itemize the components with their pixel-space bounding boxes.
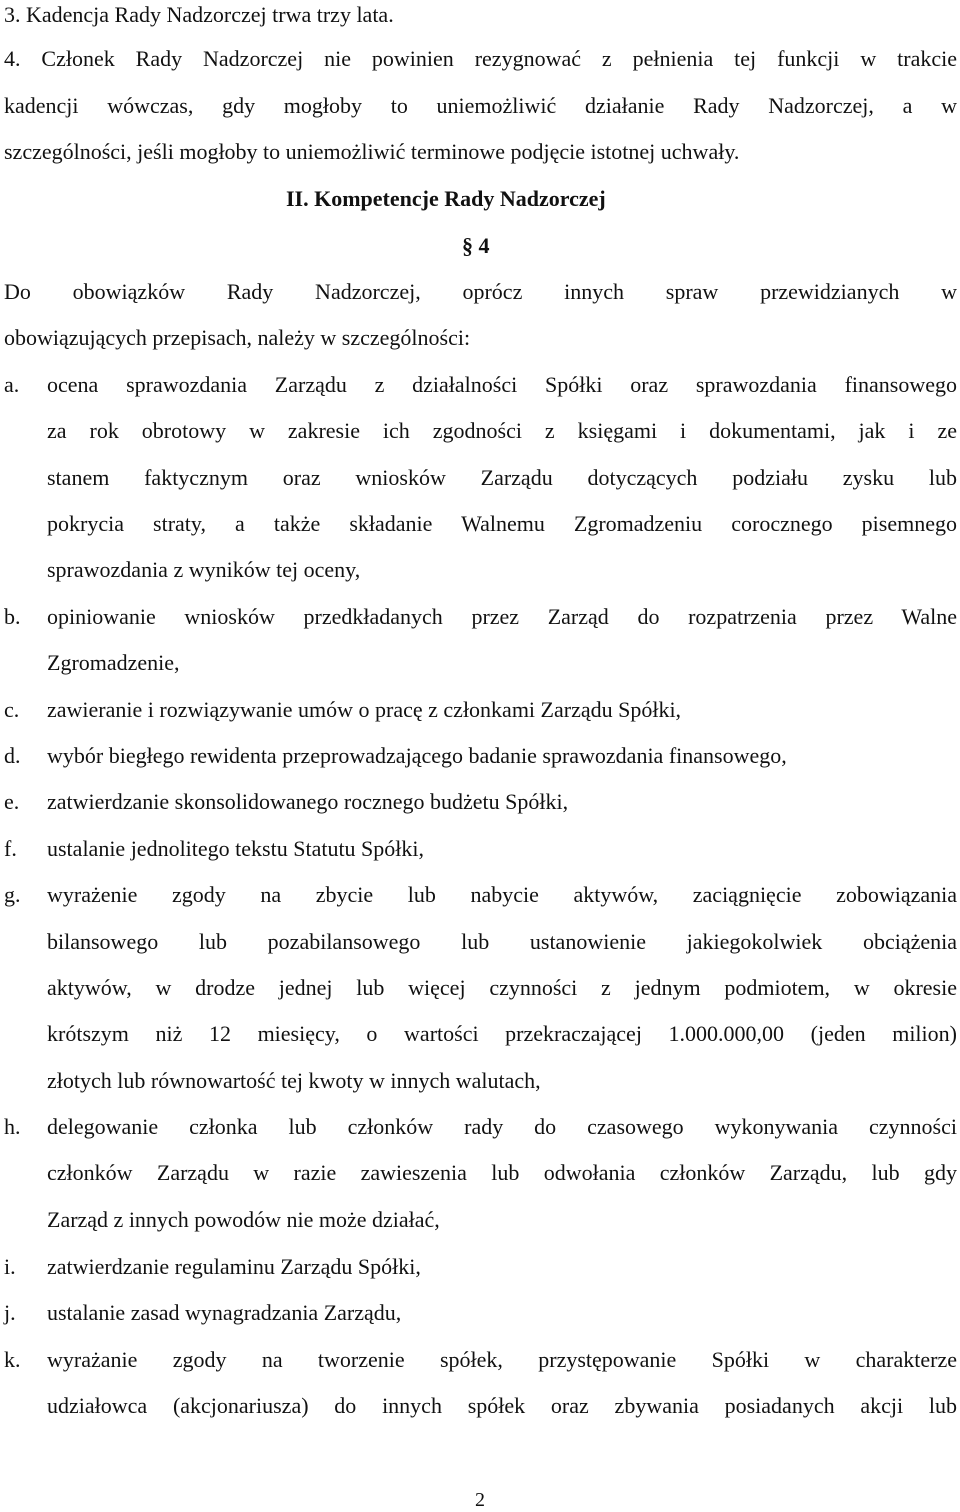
list-item-line: zawieranie i rozwiązywanie umów o pracę z członkami Zarządu Spółki, xyxy=(47,697,682,722)
list-item-line: ustalanie jednolitego tekstu Statutu Spółki, xyxy=(47,836,425,861)
list-item-letter: h. xyxy=(4,1114,21,1139)
list-item-line: za rok obrotowy w zakresie ich zgodności z księgami i dokumentami, jak i ze xyxy=(47,418,957,443)
clause-4-line-2: kadencji wówczas, gdy mogłoby to uniemożliwić działanie Rady Nadzorczej, a w xyxy=(4,93,957,118)
lead-line-2: obowiązujących przepisach, należy w szczególności: xyxy=(4,325,471,350)
list-item-letter: k. xyxy=(4,1347,21,1372)
list-item-line: członków Zarządu w razie zawieszenia lub odwołania członków Zarządu, lub gdy xyxy=(47,1160,957,1185)
list-item-letter: i. xyxy=(4,1254,16,1279)
list-item-line: wyrażenie zgody na zbycie lub nabycie aktywów, zaciągnięcie zobowiązania xyxy=(47,882,957,907)
clause-4-line-1: 4. Członek Rady Nadzorczej nie powinien rezygnować z pełnienia tej funkcji w trakcie xyxy=(4,46,957,71)
list-item-letter: a. xyxy=(4,372,20,397)
list-item-letter: c. xyxy=(4,697,20,722)
list-item-line: ocena sprawozdania Zarządu z działalności Spółki oraz sprawozdania finansowego xyxy=(47,372,957,397)
list-item-line: złotych lub równowartość tej kwoty w innych walutach, xyxy=(47,1068,541,1093)
lead-line-1: Do obowiązków Rady Nadzorczej, oprócz innych spraw przewidzianych w xyxy=(4,279,957,304)
list-item-line: Zgromadzenie, xyxy=(47,650,180,675)
list-item-line: delegowanie członka lub członków rady do czasowego wykonywania czynności xyxy=(47,1114,957,1139)
list-item-line: bilansowego lub pozabilansowego lub ustanowienie jakiegokolwiek obciążenia xyxy=(47,929,957,954)
clause-4-line-3: szczególności, jeśli mogłoby to uniemożliwić terminowe podjęcie istotnej uchwały. xyxy=(4,139,740,164)
paragraph-symbol: § 4 xyxy=(462,233,490,258)
list-item-letter: f. xyxy=(4,836,17,861)
list-item-line: stanem faktycznym oraz wniosków Zarządu dotyczących podziału zysku lub xyxy=(47,465,957,490)
list-item-letter: b. xyxy=(4,604,21,629)
list-item-line: zatwierdzanie regulaminu Zarządu Spółki, xyxy=(47,1254,421,1279)
list-item-line: udziałowca (akcjonariusza) do innych spółek oraz zbywania posiadanych akcji lub xyxy=(47,1393,957,1418)
list-item-line: krótszym niż 12 miesięcy, o wartości przekraczającej 1.000.000,00 (jeden milion) xyxy=(47,1021,957,1046)
list-item-line: aktywów, w drodze jednej lub więcej czynności z jednym podmiotem, w okresie xyxy=(47,975,957,1000)
clause-3: 3. Kadencja Rady Nadzorczej trwa trzy lata. xyxy=(4,2,394,27)
section-title: II. Kompetencje Rady Nadzorczej xyxy=(286,186,606,211)
list-item-letter: e. xyxy=(4,789,20,814)
list-item-line: ustalanie zasad wynagradzania Zarządu, xyxy=(47,1300,402,1325)
page-number: 2 xyxy=(475,1489,485,1511)
list-item-line: opiniowanie wniosków przedkładanych przez Zarząd do rozpatrzenia przez Walne xyxy=(47,604,957,629)
list-item-line: Zarząd z innych powodów nie może działać, xyxy=(47,1207,440,1232)
list-item-letter: g. xyxy=(4,882,21,907)
list-item-line: pokrycia straty, a także składanie Walnemu Zgromadzeniu corocznego pisemnego xyxy=(47,511,957,536)
list-item-line: wyrażanie zgody na tworzenie spółek, przystępowanie Spółki w charakterze xyxy=(47,1347,957,1372)
list-item-letter: j. xyxy=(4,1300,16,1325)
list-item-letter: d. xyxy=(4,743,21,768)
list-item-line: sprawozdania z wyników tej oceny, xyxy=(47,557,361,582)
list-item-line: zatwierdzanie skonsolidowanego rocznego budżetu Spółki, xyxy=(47,789,569,814)
list-item-line: wybór biegłego rewidenta przeprowadzającego badanie sprawozdania finansowego, xyxy=(47,743,787,768)
